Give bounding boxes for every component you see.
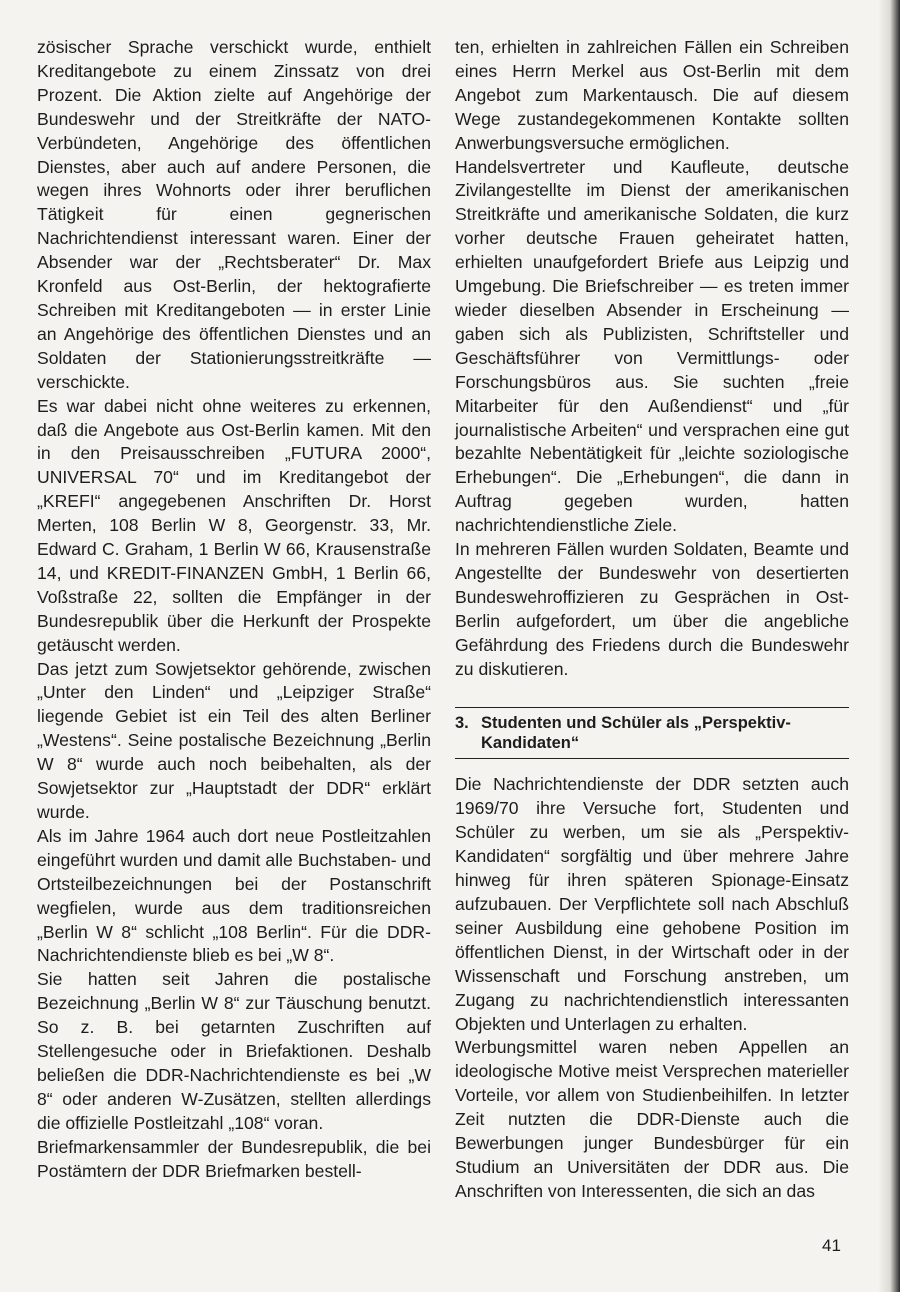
paragraph: ten, erhielten in zahlreichen Fällen ein Schreiben eines Herrn Merkel aus Ost-Berlin mit dem Angebot zum Markentausch. Die auf diesem Wege zustandegekommenen Kontakte sollten Anwerbungsversuche ermöglichen. bbox=[455, 37, 849, 153]
paragraph: Als im Jahre 1964 auch dort neue Postleitzahlen eingeführt wurden und damit alle Buchstaben- und Ortsteilbezeichnungen bei der Postanschrift wegfielen, wurde aus dem traditionsreichen „Berlin W 8“ schlicht „108 Berlin“. Für die DDR-Nachrichtendienste blieb es bei „W 8“. bbox=[37, 825, 431, 966]
paragraph: Sie hatten seit Jahren die postalische Bezeichnung „Berlin W 8“ zur Täuschung benutzt. So z. B. bei getarnten Zuschriften auf Stellengesuche oder in Briefaktionen. Deshalb beließen die DDR-Nachrichtendienste es bei „W 8“ oder anderen W-Zusätzen, stellten allerdings die offizielle Postleitzahl „108“ voran. bbox=[37, 969, 431, 1133]
paragraph: Briefmarkensammler der Bundesrepublik, die bei Postämtern der DDR Briefmarken bestell- bbox=[37, 1136, 431, 1181]
paragraph: Die Nachrichtendienste der DDR setzten auch 1969/70 ihre Versuche fort, Studenten und Schüler zu werben, um sie als „Perspektiv-Kandidaten“ sorgfältig und über mehrere Jahre hinweg für ihren späteren Spionage-Einsatz aufzubauen. Der Verpflichtete soll nach Abschluß seiner Ausbildung eine gehobene Position im öffentlichen Dienst, in der Wirtschaft oder in der Wissenschaft und Forschung anstreben, um Zugang zu nachrichtendienstlich interessanten Objekten und Unterlagen zu erhalten. bbox=[455, 774, 849, 1034]
paragraph: Das jetzt zum Sowjetsektor gehörende, zwischen „Unter den Linden“ und „Leipziger Straße“ liegende Gebiet ist ein Teil des alten Berliner „Westens“. Seine postalische Bezeichnung „Berlin W 8“ wurde auch noch beibehalten, als der Sowjetsektor zur „Hauptstadt der DDR“ erklärt wurde. bbox=[37, 658, 431, 822]
paragraph: Es war dabei nicht ohne weiteres zu erkennen, daß die Angebote aus Ost-Berlin kamen. Mit den in den Preisausschreiben „FUTURA 2000“, UNIVERSAL 70“ und im Kreditangebot der „KREFI“ angegebenen Anschriften Dr. Horst Merten, 108 Berlin W 8, Georgenstr. 33, Mr. Edward C. Graham, 1 Berlin W 66, Krausenstraße 14, und KREDIT-FINANZEN GmbH, 1 Berlin 66, Voßstraße 22, sollten die Empfänger in der Bundesrepublik über die Herkunft der Prospekte getäuscht werden. bbox=[37, 395, 431, 655]
right-column bbox=[455, 36, 849, 1204]
page-edge-shadow bbox=[878, 0, 900, 1292]
paragraph: Handelsvertreter und Kaufleute, deutsche Zivilangestellte im Dienst der amerikanischen Streitkräfte und amerikanische Soldaten, die kurz vorher deutsche Frauen geheiratet hatten, erhielten unaufgefordert Briefe aus Leipzig und Umgebung. Die Briefschreiber — es treten immer wieder dieselben Absender in Erscheinung — gaben sich als Publizisten, Schriftsteller und Geschäftsführer von Vermittlungs- oder Forschungsbüros aus. Sie suchten „freie Mitarbeiter für den Außendienst“ und „für journalistische Arbeiten“ und versprachen eine gut bezahlte Nebentätigkeit für „leichte soziologische Erhebungen“. Die „Erhebungen“, die dann in Auftrag gegeben wurden, hatten nachrichtendienstliche Ziele. bbox=[455, 156, 849, 536]
paragraph: In mehreren Fällen wurden Soldaten, Beamte und Angestellte der Bundeswehr von desertierten Bundeswehroffizieren zu Gesprächen in Ost-Berlin aufgefordert, um über die angebliche Gefährdung des Friedens durch die Bundeswehr zu diskutieren. bbox=[455, 539, 849, 679]
section-number: 3. bbox=[455, 714, 469, 733]
page-number: 41 bbox=[822, 1236, 841, 1255]
paragraph: Werbungsmittel waren neben Appellen an ideologische Motive meist Versprechen materieller Vorteile, vor allem von Studienbeihilfen. In letzter Zeit nutzten die DDR-Dienste auch die Bewerbungen junger Bundesbürger für ein Studium an Universitäten der DDR aus. Die Anschriften von Interessenten, die sich an das bbox=[455, 1037, 849, 1201]
left-column bbox=[37, 36, 431, 1184]
section-heading bbox=[455, 707, 849, 759]
paragraph: zösischer Sprache verschickt wurde, enthielt Kreditangebote zu einem Zinssatz von drei Prozent. Die Aktion zielte auf Angehörige der Bundeswehr und der Streitkräfte der NATO-Verbündeten, Angehörige des öffentlichen Dienstes, aber auch auf andere Personen, die wegen ihres Wohnorts oder ihrer beruflichen Tätigkeit für einen gegnerischen Nachrichtendienst interessant waren. Einer der Absender war der „Rechtsberater“ Dr. Max Kronfeld aus Ost-Berlin, der hektografierte Schreiben mit Kreditangeboten — in erster Linie an Angehörige des öffentlichen Dienstes und an Soldaten der Stationierungsstreitkräfte — verschickte. bbox=[37, 37, 431, 392]
section-title: Studenten und Schüler als „Perspektiv-Kandidaten“ bbox=[481, 714, 791, 753]
